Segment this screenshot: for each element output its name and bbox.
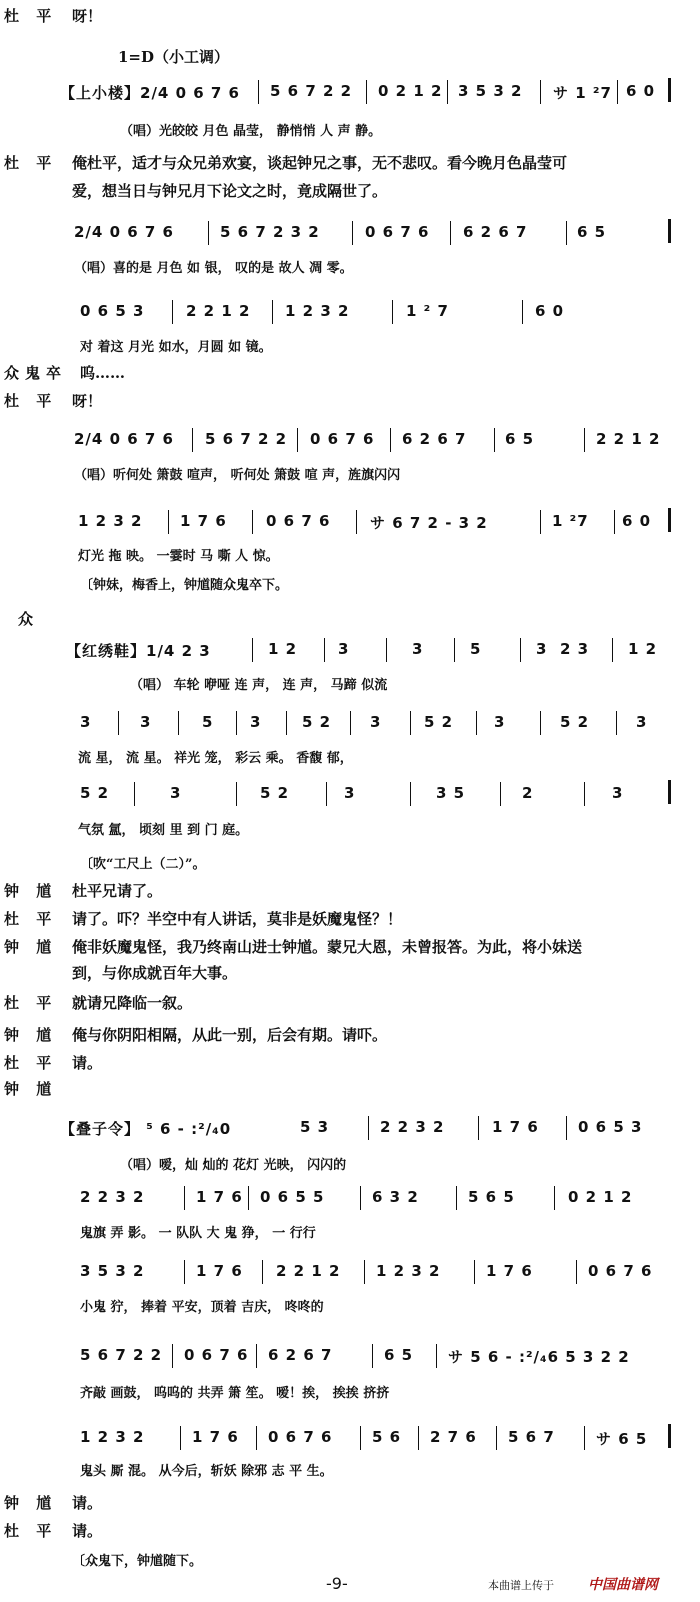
barline (352, 221, 353, 245)
notation-segment: 3 (344, 784, 356, 802)
notation-segment: 2 2 1 2 (276, 1262, 341, 1280)
notation-segment: 0 6 5 3 (80, 302, 145, 320)
notation-segment: 【上小楼】2/4 0 6 7 6 (60, 84, 240, 102)
barline (192, 428, 193, 452)
notation-segment: 0 6 7 6 (588, 1262, 653, 1280)
barline (410, 782, 411, 806)
barline (668, 1424, 671, 1448)
barline (450, 221, 451, 245)
notation-segment: 3 (338, 640, 350, 658)
notation-segment: 6 3 2 (372, 1188, 419, 1206)
lyric-line: （唱）光皎皎 月色 晶莹， 静悄悄 人 声 静。 (120, 124, 382, 139)
notation-segment: 6 2 6 7 (463, 223, 528, 241)
lyric-line: 对 着这 月光 如水，月圆 如 镜。 (80, 340, 272, 355)
notation-segment: 3 (170, 784, 182, 802)
notation-segment: サ 6 5 (596, 1430, 648, 1448)
dialogue-line: 俺与你阴阳相隔，从此一别，后会有期。请吓。 (72, 1026, 388, 1044)
dialogue-line: 请。 (72, 1522, 103, 1540)
speaker-label: 钟 馗 (4, 1080, 58, 1098)
notation-segment: 5 6 7 2 2 (205, 430, 288, 448)
notation-segment: 1 7 6 (196, 1188, 243, 1206)
dialogue-line: 到，与你成就百年大事。 (72, 964, 238, 982)
barline (617, 80, 618, 104)
notation-segment: 1 2 3 2 (80, 1428, 145, 1446)
speaker-label: 杜 平 (4, 994, 58, 1012)
barline (500, 782, 501, 806)
dialogue-line: 杜平兄请了。 (72, 882, 163, 900)
barline (390, 428, 391, 452)
notation-segment: 1 7 6 (492, 1118, 539, 1136)
speaker-label: 杜 平 (4, 392, 58, 410)
notation-segment: 5 2 (560, 713, 590, 731)
notation-segment: 【叠子令】 ⁵ 6 - :²/₄0 (60, 1120, 232, 1138)
barline (366, 80, 367, 104)
barline (522, 300, 523, 324)
notation-segment: 1 2 3 2 (376, 1262, 441, 1280)
notation-segment: 1 ²7 (552, 512, 589, 530)
barline (326, 782, 327, 806)
notation-segment: 5 6 5 (468, 1188, 515, 1206)
barline (134, 782, 135, 806)
speaker-label: 钟 馗 (4, 938, 58, 956)
notation-segment: 3 (612, 784, 624, 802)
dialogue-line: 请。 (72, 1054, 103, 1072)
barline (668, 780, 671, 804)
notation-segment: 3 (494, 713, 506, 731)
barline (540, 711, 541, 735)
barline (668, 508, 671, 532)
barline (566, 221, 567, 245)
notation-segment: 6 5 (505, 430, 535, 448)
barline (554, 1186, 555, 1210)
notation-segment: 【红绣鞋】1/4 2 3 (66, 642, 211, 660)
notation-segment: 2 2 1 2 (596, 430, 661, 448)
speaker-label: 杜 平 (4, 1522, 58, 1540)
barline (236, 782, 237, 806)
barline (184, 1260, 185, 1284)
barline (178, 711, 179, 735)
barline (364, 1260, 365, 1284)
barline (540, 510, 541, 534)
notation-segment: 0 6 7 6 (365, 223, 430, 241)
lyric-line: （唱）喜的是 月色 如 银， 叹的是 故人 凋 零。 (74, 261, 353, 276)
lyric-line: （唱） 车轮 咿哑 连 声， 连 声， 马蹄 似流 (130, 678, 388, 693)
dialogue-line: 就请兄降临一叙。 (72, 994, 193, 1012)
notation-segment: 5 6 7 (508, 1428, 555, 1446)
notation-segment: 6 0 (535, 302, 565, 320)
stage-direction: 〔众鬼下，钟馗随下。 (72, 1554, 203, 1569)
notation-segment: 3 (80, 713, 92, 731)
notation-segment: 5 (202, 713, 214, 731)
barline (168, 510, 169, 534)
notation-segment: 2/4 0 6 7 6 (74, 223, 174, 241)
barline (496, 1426, 497, 1450)
barline (616, 711, 617, 735)
speaker-label: 众 (18, 610, 40, 628)
lyric-line: 鬼头 厮 混。 从今后，斩妖 除邪 志 平 生。 (80, 1464, 333, 1479)
dialogue-line: 俺杜平，适才与众兄弟欢宴，谈起钟兄之事，无不悲叹。看今晚月色晶莹可 (72, 154, 568, 172)
barline (612, 638, 613, 662)
notation-segment: 5 2 (80, 784, 110, 802)
barline (272, 300, 273, 324)
stage-direction: 〔钟妹，梅香上，钟馗随众鬼卒下。 (80, 578, 289, 593)
notation-segment: 1 7 6 (196, 1262, 243, 1280)
notation-segment: 0 6 7 6 (310, 430, 375, 448)
notation-segment: 5 3 (300, 1118, 330, 1136)
barline (454, 638, 455, 662)
notation-segment: 1 2 (628, 640, 658, 658)
stage-direction: 〔吹“工尺上（二）”。 (80, 857, 206, 872)
notation-segment: 1 2 3 2 (78, 512, 143, 530)
lyric-line: 小鬼 狞， 捧着 平安，顶着 吉庆， 咚咚的 (80, 1300, 324, 1315)
lyric-line: 流 星， 流 星。 祥光 笼， 彩云 乘。 香馥 郁， (78, 751, 353, 766)
barline (350, 711, 351, 735)
notation-segment: 6 2 6 7 (268, 1346, 333, 1364)
barline (447, 80, 448, 104)
notation-segment: 5 6 7 2 2 (270, 82, 353, 100)
barline (584, 428, 585, 452)
barline (478, 1116, 479, 1140)
dialogue-line: 呀！ (72, 7, 103, 25)
barline (456, 1186, 457, 1210)
speaker-label: 杜 平 (4, 7, 58, 25)
notation-segment: サ 5 6 - :²/₄6 5 3 2 2 (448, 1348, 630, 1366)
dialogue-line: 1=D（小工调） (118, 48, 230, 66)
barline (118, 711, 119, 735)
barline (172, 1344, 173, 1368)
lyric-line: （唱）嗳，灿 灿的 花灯 光映， 闪闪的 (120, 1158, 347, 1173)
notation-segment: 2/4 0 6 7 6 (74, 430, 174, 448)
lyric-line: 齐敲 画鼓， 呜呜的 共弄 箫 笙。 嗳！挨， 挨挨 挤挤 (80, 1386, 390, 1401)
notation-segment: 6 2 6 7 (402, 430, 467, 448)
notation-segment: 0 6 5 3 (578, 1118, 643, 1136)
barline (248, 1186, 249, 1210)
dialogue-line: 请了。吓？半空中有人讲话，莫非是妖魔鬼怪？！ (72, 910, 403, 928)
notation-segment: 2 2 1 2 (186, 302, 251, 320)
barline (360, 1186, 361, 1210)
dialogue-line: 呀！ (72, 392, 103, 410)
barline (252, 510, 253, 534)
notation-segment: 3 (536, 640, 548, 658)
notation-segment: 5 2 (302, 713, 332, 731)
barline (368, 1116, 369, 1140)
speaker-label: 钟 馗 (4, 1026, 58, 1044)
speaker-label: 杜 平 (4, 1054, 58, 1072)
barline (576, 1260, 577, 1284)
barline (356, 510, 357, 534)
notation-segment: 5 (470, 640, 482, 658)
speaker-label: 钟 馗 (4, 1494, 58, 1512)
barline (584, 1426, 585, 1450)
barline (566, 1116, 567, 1140)
barline (520, 638, 521, 662)
barline (256, 1344, 257, 1368)
page-number: -9- (326, 1574, 348, 1593)
barline (392, 300, 393, 324)
barline (262, 1260, 263, 1284)
notation-segment: 0 6 7 6 (266, 512, 331, 530)
notation-segment: 0 6 7 6 (268, 1428, 333, 1446)
notation-segment: サ 1 ²7 (553, 84, 612, 102)
barline (180, 1426, 181, 1450)
notation-segment: 6 5 (577, 223, 607, 241)
notation-segment: 3 (370, 713, 382, 731)
upload-note: 本曲谱上传于 (488, 1579, 554, 1592)
notation-segment: 5 2 (260, 784, 290, 802)
barline (360, 1426, 361, 1450)
dialogue-line: 俺非妖魔鬼怪，我乃终南山进士钟馗。蒙兄大恩，未曾报答。为此，将小妹送 (72, 938, 583, 956)
notation-segment: 5 6 (372, 1428, 402, 1446)
barline (172, 300, 173, 324)
notation-segment: 1 7 6 (180, 512, 227, 530)
speaker-label: 杜 平 (4, 910, 58, 928)
notation-segment: 1 2 (268, 640, 298, 658)
notation-segment: 3 5 (436, 784, 466, 802)
notation-segment: 3 5 3 2 (80, 1262, 145, 1280)
barline (256, 1426, 257, 1450)
speaker-label: 钟 馗 (4, 882, 58, 900)
barline (668, 78, 671, 102)
barline (258, 80, 259, 104)
lyric-line: 气氛 氲， 顷刻 里 到 门 庭。 (78, 823, 249, 838)
notation-segment: 1 7 6 (192, 1428, 239, 1446)
barline (540, 80, 541, 104)
notation-segment: 0 2 1 2 (568, 1188, 633, 1206)
notation-segment: 2 3 (560, 640, 590, 658)
barline (184, 1186, 185, 1210)
notation-segment: 5 6 7 2 2 (80, 1346, 163, 1364)
notation-segment: 2 (522, 784, 534, 802)
notation-segment: 6 0 (626, 82, 656, 100)
lyric-line: （唱）听何处 箫鼓 喧声， 听何处 箫鼓 喧 声，旌旗闪闪 (74, 468, 401, 483)
site-logo[interactable]: 中国曲谱网 (588, 1577, 658, 1593)
notation-segment: 2 2 3 2 (80, 1188, 145, 1206)
barline (436, 1344, 437, 1368)
barline (324, 638, 325, 662)
barline (476, 711, 477, 735)
dialogue-line: 请。 (72, 1494, 103, 1512)
notation-segment: 2 2 3 2 (380, 1118, 445, 1136)
notation-segment: サ 6 7 2 - 3 2 (370, 514, 488, 532)
barline (372, 1344, 373, 1368)
dialogue-line: 呜…… (80, 364, 126, 382)
barline (614, 510, 615, 534)
barline (668, 219, 671, 243)
notation-segment: 0 6 7 6 (184, 1346, 249, 1364)
notation-segment: 3 (250, 713, 262, 731)
barline (410, 711, 411, 735)
barline (584, 782, 585, 806)
notation-segment: 0 6 5 5 (260, 1188, 325, 1206)
notation-segment: 0 2 1 2 (378, 82, 443, 100)
barline (208, 221, 209, 245)
notation-segment: 3 (412, 640, 424, 658)
speaker-label: 杜 平 (4, 154, 58, 172)
barline (418, 1426, 419, 1450)
notation-segment: 6 0 (622, 512, 652, 530)
notation-segment: 6 5 (384, 1346, 414, 1364)
notation-segment: 3 (636, 713, 648, 731)
notation-segment: 3 (140, 713, 152, 731)
notation-segment: 1 7 6 (486, 1262, 533, 1280)
notation-segment: 5 6 7 2 3 2 (220, 223, 320, 241)
speaker-label: 众鬼卒 (4, 364, 68, 382)
barline (286, 711, 287, 735)
barline (236, 711, 237, 735)
dialogue-line: 爱，想当日与钟兄月下论文之时，竟成隔世了。 (72, 182, 388, 200)
barline (297, 428, 298, 452)
barline (494, 428, 495, 452)
lyric-line: 灯光 拖 映。 一霎时 马 嘶 人 惊。 (78, 549, 279, 564)
barline (474, 1260, 475, 1284)
notation-segment: 2 7 6 (430, 1428, 477, 1446)
barline (252, 638, 253, 662)
notation-segment: 5 2 (424, 713, 454, 731)
lyric-line: 鬼旗 弄 影。 一 队队 大 鬼 狰， 一 行行 (80, 1226, 316, 1241)
barline (386, 638, 387, 662)
notation-segment: 1 2 3 2 (285, 302, 350, 320)
notation-segment: 3 5 3 2 (458, 82, 523, 100)
notation-segment: 1 ² 7 (406, 302, 449, 320)
